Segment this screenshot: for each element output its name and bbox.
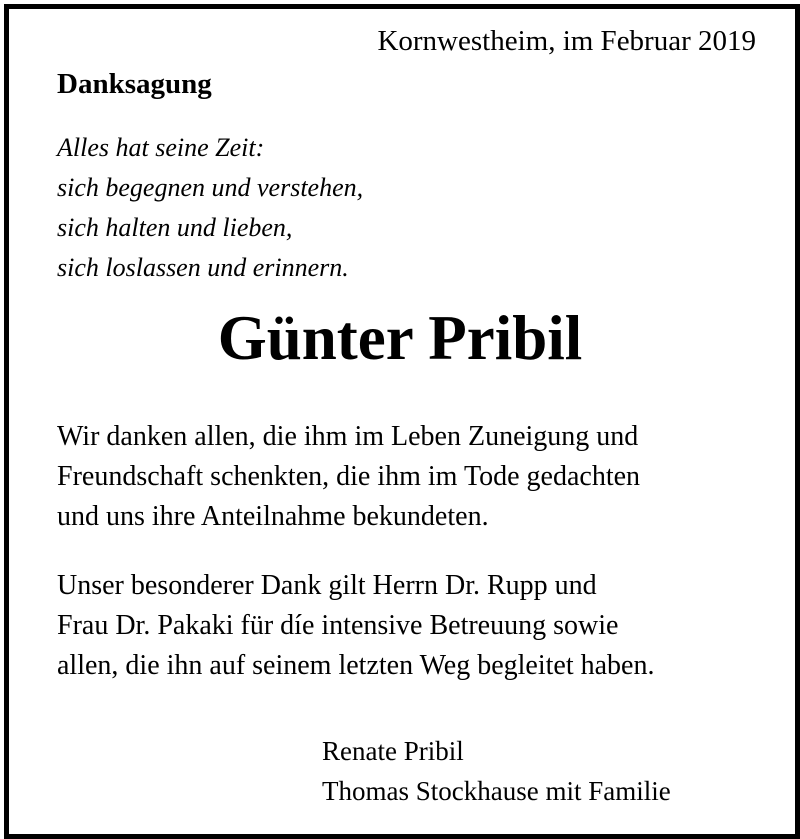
deceased-name: Günter Pribil xyxy=(217,303,583,373)
signatures xyxy=(322,731,671,811)
poem xyxy=(57,128,363,288)
paragraph-line: Freundschaft schenkten, die ihm im Tode gedachten xyxy=(57,461,641,492)
special-thanks-paragraph xyxy=(57,566,654,686)
notice-heading: Danksagung xyxy=(57,68,212,100)
place-date: Kornwestheim, im Februar 2019 xyxy=(377,25,756,57)
paragraph-line: Unser besonderer Dank gilt Herrn Dr. Rupp und xyxy=(57,570,597,601)
paragraph-line: Frau Dr. Pakaki für díe intensive Betreuung sowie xyxy=(57,610,619,641)
paragraph-line: Wir danken allen, die ihm im Leben Zuneigung und xyxy=(57,421,639,452)
paragraph-line: und uns ihre Anteilnahme bekundeten. xyxy=(57,501,489,532)
poem-line: sich loslassen und erinnern. xyxy=(57,253,349,282)
paragraph-line: allen, die ihn auf seinem letzten Weg begleitet haben. xyxy=(57,650,655,681)
signature-line: Thomas Stockhause mit Familie xyxy=(322,776,671,806)
signature-line: Renate Pribil xyxy=(322,736,464,766)
poem-line: Alles hat seine Zeit: xyxy=(57,133,265,162)
thanks-paragraph xyxy=(57,417,640,537)
poem-line: sich halten und lieben, xyxy=(57,213,293,242)
poem-line: sich begegnen und verstehen, xyxy=(57,173,364,202)
